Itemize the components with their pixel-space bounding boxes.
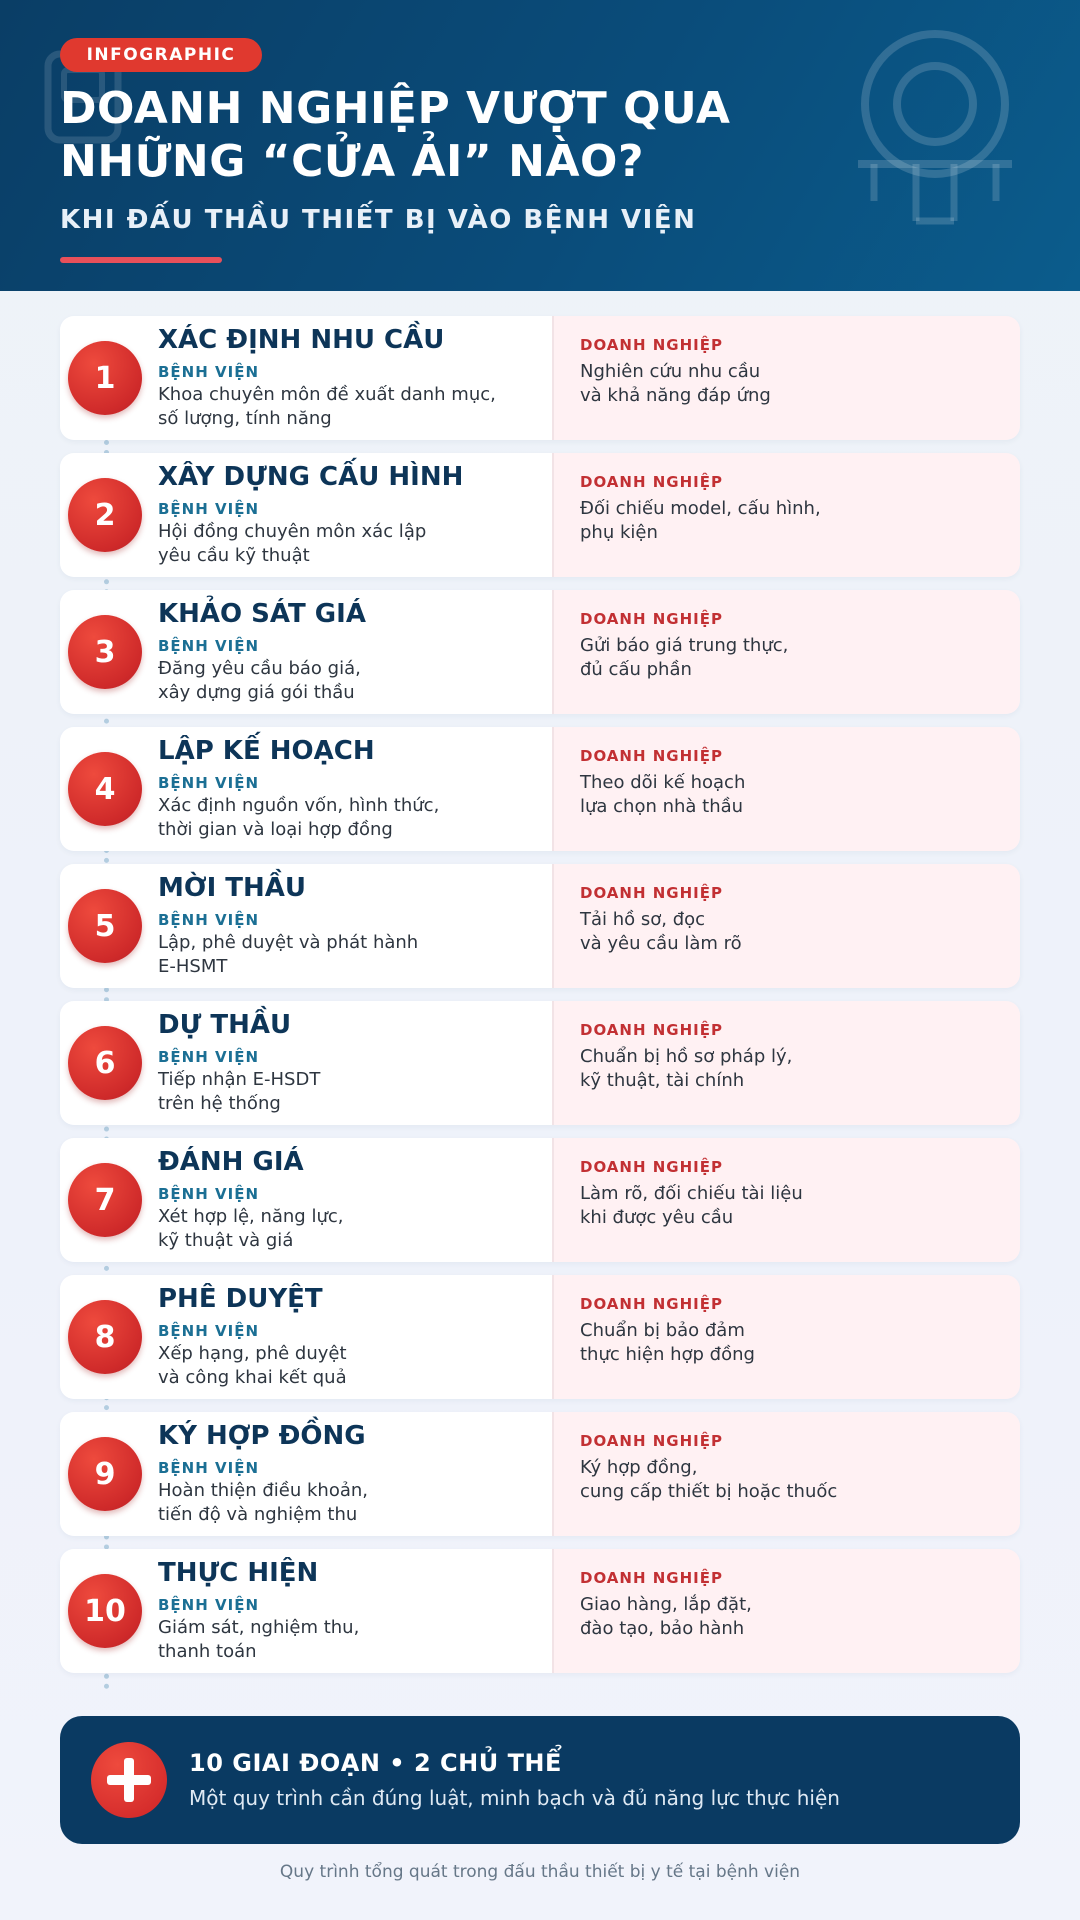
hospital-description: Giám sát, nghiệm thu, thanh toán <box>158 1617 360 1662</box>
hospital-panel <box>60 1412 554 1536</box>
summary-subtitle: Một quy trình cần đúng luật, minh bạch và đủ năng lực thực hiện <box>189 1786 840 1810</box>
step-number-badge: 7 <box>68 1163 142 1237</box>
hospital-description: Xếp hạng, phê duyệt và công khai kết quả <box>158 1343 347 1388</box>
step-row <box>60 1001 1020 1125</box>
enterprise-description: Chuẩn bị bảo đảm thực hiện hợp đồng <box>580 1320 755 1365</box>
enterprise-panel <box>554 1412 1020 1536</box>
title-line-1: DOANH NGHIỆP VƯỢT QUA <box>60 83 731 134</box>
hospital-label: BỆNH VIỆN <box>158 500 259 518</box>
step-number-badge: 3 <box>68 615 142 689</box>
enterprise-panel <box>554 316 1020 440</box>
step-title: PHÊ DUYỆT <box>158 1284 323 1314</box>
step-row <box>60 727 1020 851</box>
step-row <box>60 1138 1020 1262</box>
hospital-description: Hội đồng chuyên môn xác lập yêu cầu kỹ thuật <box>158 521 427 566</box>
step-title: XÂY DỰNG CẤU HÌNH <box>158 462 464 492</box>
footer-caption: Quy trình tổng quát trong đấu thầu thiết bị y tế tại bệnh viện <box>279 1862 801 1882</box>
enterprise-description: Giao hàng, lắp đặt, đào tạo, bảo hành <box>580 1594 752 1639</box>
hospital-panel <box>60 316 554 440</box>
hospital-label: BỆNH VIỆN <box>158 1048 259 1066</box>
header-banner <box>0 0 1080 291</box>
hospital-panel <box>60 1275 554 1399</box>
title-line-2: NHỮNG “CỬA ẢI” NÀO? <box>60 136 644 187</box>
enterprise-label: DOANH NGHIỆP <box>580 1569 723 1587</box>
hospital-label: BỆNH VIỆN <box>158 1322 259 1340</box>
title-accent-bar <box>60 257 222 263</box>
enterprise-description: Chuẩn bị hồ sơ pháp lý, kỹ thuật, tài chính <box>580 1046 793 1091</box>
hospital-label: BỆNH VIỆN <box>158 637 259 655</box>
step-title: LẬP KẾ HOẠCH <box>158 736 375 766</box>
enterprise-panel <box>554 864 1020 988</box>
enterprise-description: Gửi báo giá trung thực, đủ cấu phần <box>580 635 789 680</box>
hospital-label: BỆNH VIỆN <box>158 1459 259 1477</box>
hospital-description: Lập, phê duyệt và phát hành E-HSMT <box>158 932 419 977</box>
enterprise-panel <box>554 727 1020 851</box>
enterprise-description: Theo dõi kế hoạch lựa chọn nhà thầu <box>580 772 746 817</box>
enterprise-label: DOANH NGHIỆP <box>580 884 723 902</box>
hospital-panel <box>60 1138 554 1262</box>
hospital-description: Xác định nguồn vốn, hình thức, thời gian và loại hợp đồng <box>158 795 440 840</box>
enterprise-label: DOANH NGHIỆP <box>580 1158 723 1176</box>
medical-cross-icon <box>91 1742 167 1818</box>
hospital-label: BỆNH VIỆN <box>158 774 259 792</box>
summary-box <box>60 1716 1020 1844</box>
enterprise-label: DOANH NGHIỆP <box>580 1021 723 1039</box>
hospital-panel <box>60 864 554 988</box>
hospital-panel <box>60 1549 554 1673</box>
step-number-badge: 10 <box>68 1574 142 1648</box>
step-number-badge: 1 <box>68 341 142 415</box>
summary-title: 10 GIAI ĐOẠN • 2 CHỦ THỂ <box>189 1749 562 1777</box>
step-row <box>60 316 1020 440</box>
step-title: XÁC ĐỊNH NHU CẦU <box>158 325 445 355</box>
page-subtitle: KHI ĐẤU THẦU THIẾT BỊ VÀO BỆNH VIỆN <box>60 205 697 235</box>
enterprise-label: DOANH NGHIỆP <box>580 473 723 491</box>
step-row <box>60 1412 1020 1536</box>
hospital-panel <box>60 590 554 714</box>
step-number-badge: 8 <box>68 1300 142 1374</box>
step-title: ĐÁNH GIÁ <box>158 1147 304 1177</box>
enterprise-label: DOANH NGHIỆP <box>580 336 723 354</box>
hospital-bed-icon <box>850 26 1020 226</box>
step-title: MỜI THẦU <box>158 873 307 903</box>
hospital-panel <box>60 1001 554 1125</box>
steps-list <box>60 316 1020 1686</box>
hospital-description: Đăng yêu cầu báo giá, xây dựng giá gói thầu <box>158 658 361 703</box>
step-number-badge: 6 <box>68 1026 142 1100</box>
step-row <box>60 1549 1020 1673</box>
enterprise-panel <box>554 1549 1020 1673</box>
hospital-panel <box>60 453 554 577</box>
enterprise-description: Ký hợp đồng, cung cấp thiết bị hoặc thuốc <box>580 1457 838 1502</box>
hospital-label: BỆNH VIỆN <box>158 1596 259 1614</box>
hospital-label: BỆNH VIỆN <box>158 363 259 381</box>
hospital-label: BỆNH VIỆN <box>158 911 259 929</box>
step-row <box>60 864 1020 988</box>
enterprise-description: Đối chiếu model, cấu hình, phụ kiện <box>580 498 821 543</box>
step-title: KHẢO SÁT GIÁ <box>158 599 366 629</box>
hospital-panel <box>60 727 554 851</box>
step-number-badge: 4 <box>68 752 142 826</box>
enterprise-label: DOANH NGHIỆP <box>580 1432 723 1450</box>
enterprise-label: DOANH NGHIỆP <box>580 747 723 765</box>
infographic-badge: INFOGRAPHIC <box>60 38 262 72</box>
step-title: THỰC HIỆN <box>158 1558 319 1588</box>
enterprise-panel <box>554 1275 1020 1399</box>
hospital-description: Tiếp nhận E-HSDT trên hệ thống <box>158 1069 321 1114</box>
enterprise-panel <box>554 590 1020 714</box>
hospital-label: BỆNH VIỆN <box>158 1185 259 1203</box>
hospital-description: Xét hợp lệ, năng lực, kỹ thuật và giá <box>158 1206 344 1251</box>
enterprise-description: Làm rõ, đối chiếu tài liệu khi được yêu cầu <box>580 1183 803 1228</box>
step-number-badge: 9 <box>68 1437 142 1511</box>
step-number-badge: 2 <box>68 478 142 552</box>
enterprise-description: Tải hồ sơ, đọc và yêu cầu làm rõ <box>580 909 742 954</box>
step-row <box>60 1275 1020 1399</box>
step-number-badge: 5 <box>68 889 142 963</box>
enterprise-description: Nghiên cứu nhu cầu và khả năng đáp ứng <box>580 361 771 406</box>
page-title <box>60 82 820 188</box>
enterprise-panel <box>554 453 1020 577</box>
enterprise-label: DOANH NGHIỆP <box>580 1295 723 1313</box>
enterprise-label: DOANH NGHIỆP <box>580 610 723 628</box>
enterprise-panel <box>554 1138 1020 1262</box>
step-title: DỰ THẦU <box>158 1010 292 1040</box>
step-row <box>60 453 1020 577</box>
step-title: KÝ HỢP ĐỒNG <box>158 1421 366 1451</box>
enterprise-panel <box>554 1001 1020 1125</box>
step-row <box>60 590 1020 714</box>
hospital-description: Hoàn thiện điều khoản, tiến độ và nghiệm thu <box>158 1480 369 1525</box>
hospital-description: Khoa chuyên môn đề xuất danh mục, số lượng, tính năng <box>158 384 496 429</box>
